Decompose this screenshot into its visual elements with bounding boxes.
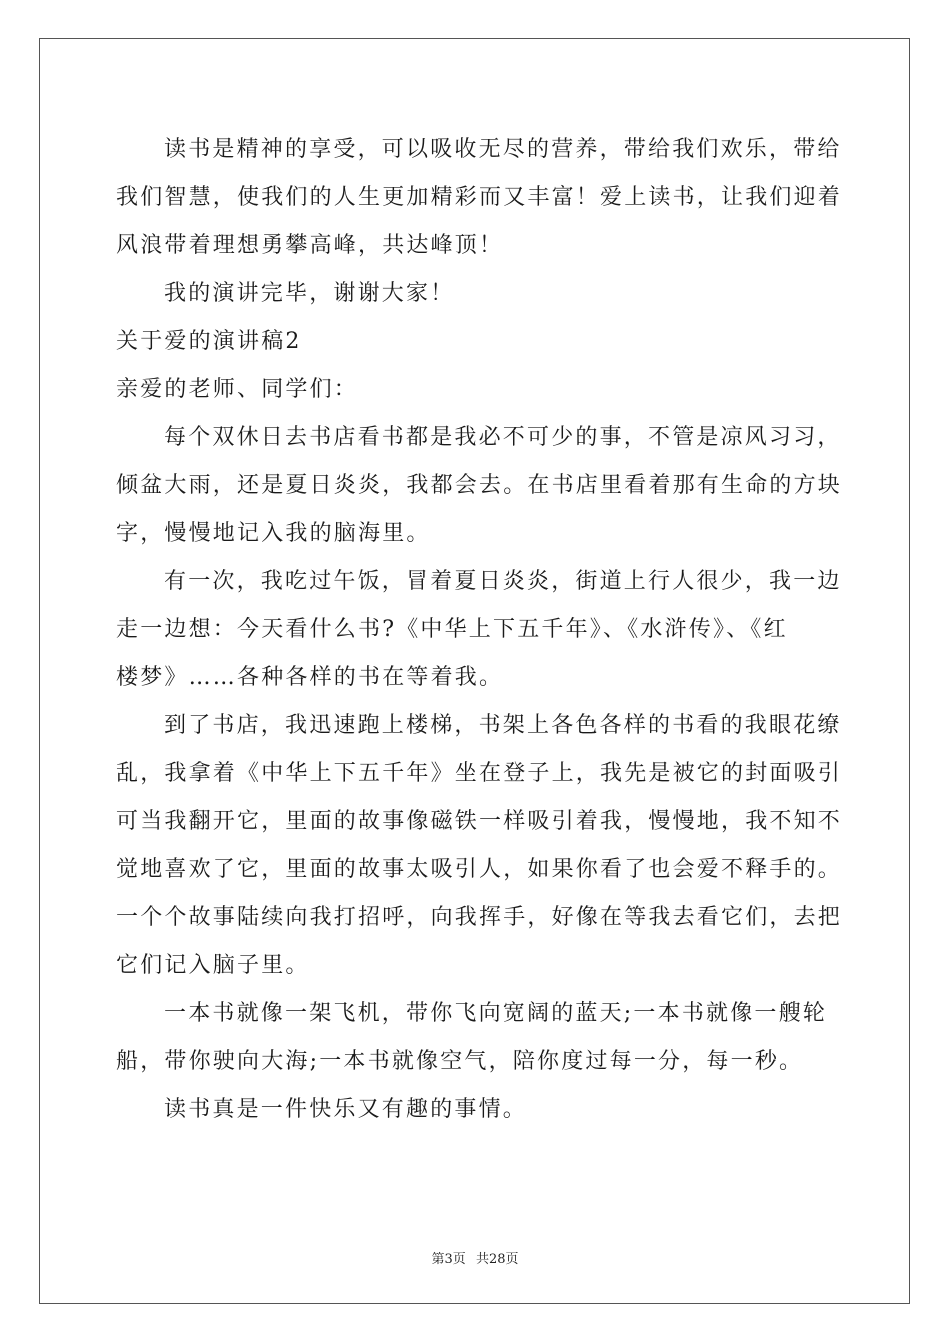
text-line: 读书是精神的享受，可以吸收无尽的营养，带给我们欢乐，带给	[164, 137, 842, 162]
page-number: 第3页	[431, 1252, 466, 1267]
text-line: 楼梦》……各种各样的书在等着我。	[116, 665, 504, 690]
text-line: 亲爱的老师、同学们：	[116, 377, 359, 402]
text-line: 走一边想：今天看什么书?《中华上下五千年》、《水浒传》、《红	[116, 617, 788, 642]
document-body	[116, 126, 843, 1134]
text-line: 乱，我拿着《中华上下五千年》坐在登子上，我先是被它的封面吸引	[116, 761, 843, 786]
text-line: 可当我翻开它，里面的故事像磁铁一样吸引着我，慢慢地，我不知不	[116, 809, 843, 834]
text-line: 有一次，我吃过午饭，冒着夏日炎炎，街道上行人很少，我一边	[164, 569, 842, 594]
text-line: 字，慢慢地记入我的脑海里。	[116, 521, 431, 546]
text-line: 我们智慧，使我们的人生更加精彩而又丰富！爱上读书，让我们迎着	[116, 185, 843, 210]
text-line: 读书真是一件快乐又有趣的事情。	[164, 1097, 528, 1122]
text-line: 船，带你驶向大海;一本书就像空气，陪你度过每一分，每一秒。	[116, 1049, 804, 1074]
text-line: 风浪带着理想勇攀高峰，共达峰顶！	[116, 233, 504, 258]
text-line: 到了书店，我迅速跑上楼梯，书架上各色各样的书看的我眼花缭	[164, 713, 842, 738]
page-total: 共28页	[475, 1252, 519, 1267]
text-line: 关于爱的演讲稿2	[116, 329, 302, 354]
text-line: 每个双休日去书店看书都是我必不可少的事，不管是凉风习习，	[164, 425, 842, 450]
text-line: 倾盆大雨，还是夏日炎炎，我都会去。在书店里看着那有生命的方块	[116, 473, 843, 498]
text-line: 一个个故事陆续向我打招呼，向我挥手，好像在等我去看它们，去把	[116, 905, 843, 930]
text-line: 觉地喜欢了它，里面的故事太吸引人，如果你看了也会爱不释手的。	[116, 857, 843, 882]
text-line: 我的演讲完毕，谢谢大家！	[164, 281, 455, 306]
page-footer	[0, 1248, 950, 1267]
text-line: 它们记入脑子里。	[116, 953, 310, 978]
text-line: 一本书就像一架飞机，带你飞向宽阔的蓝天;一本书就像一艘轮	[164, 1001, 828, 1026]
